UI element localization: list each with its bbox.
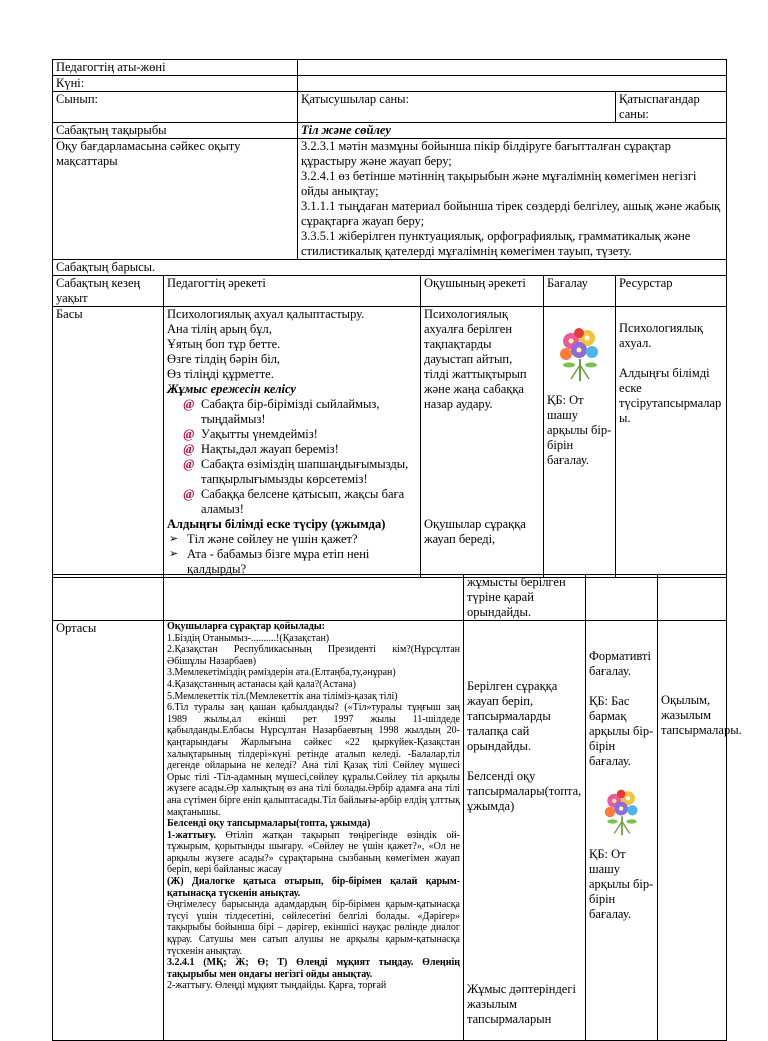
question-line: 6.Тіл туралы заң қашан қабылданды? («Тіл»туралы тұңғыш заң 1989 жылы,ал екінші рет 1997 жылы 11-шілдеде қабылданды.Елбасы Нұрсұлтан Назарбаевтың 1998 жылдың 20-қаңтарындағы Жарлығына сәйкес «22 қыркүйек-Қазақстан халықтарының тілдері»күні ретінде аталып келеді. -Балалар,тіл дегенде ойларына не келеді? Ана тілі Қазақ тілі Сөйлеу мүшесі Орыс тілі -Тіл-адамның мүшесі,сөйлеу құралы.Сөйлеу тіл арқылы жүзеге асады.Әр халықтың өз ана тілі болады.Әрбір адамға ана тілі ана сүтімен бірге еніп қалыптасады.Тіл байлығы-әрбір елдің ұлттық мақтанышы.	[167, 702, 460, 818]
goal-item: 3.2.3.1 мәтін мазмұны бойынша пікір білдіруге бағытталған сұрақтар құрастыру және жауап беру;	[301, 139, 671, 168]
assessment-header: Бағалау	[544, 276, 616, 307]
topic-value: Тіл және сөйлеу	[298, 123, 727, 139]
topic-label: Сабақтың тақырыбы	[53, 123, 298, 139]
text-line: Ана тілің арың бұл,	[167, 322, 272, 336]
exercise-2-text: 2-жаттығу. Өлеңді мұқият тыңдайды. Қарға, торғай	[167, 980, 387, 992]
participants-label: Қатысушылар саны:	[298, 92, 616, 123]
poem-title: 3.2.4.1 (МҚ; Ж; Ө; Т) Өлеңді мұқият тыңдау. Өлеңнің тақырыбы мен ондағы негізгі ойды анықтау.	[167, 957, 460, 980]
text-line: Ұятың боп тұр бетте.	[167, 337, 281, 351]
text-line: Өз тіліңді құрметте.	[167, 367, 274, 381]
teacher-value	[298, 60, 727, 76]
lesson-plan-table-top	[52, 59, 727, 578]
review-title: Алдыңғы білімді еске түсіру (ұжымда)	[167, 517, 386, 531]
teacher-action-start	[164, 307, 421, 578]
student-text: Психологиялық ахуалға берілген тақпақтарды дауыстап айтып, тілді жаттықтырып және жаңа сабаққа назар аудару.	[424, 307, 527, 411]
resources-header: Ресурстар	[616, 276, 727, 307]
questions-title: Оқушыларға сұрақтар қойылады:	[167, 621, 325, 632]
progress-label: Сабақтың барысы.	[53, 260, 727, 276]
assessment-cont	[586, 575, 658, 621]
student-action-cont: жұмысты берілген түріне қарай орындайды.	[464, 575, 586, 621]
rules-list	[167, 397, 417, 517]
teacher-action-middle	[164, 621, 464, 1041]
exercise-1-text: Өтіліп жатқан тақырып төңірегінде өзіндік ой-тұжырым, қорытынды шығару. «Сөйлеу не үшін қажет?», «Ол не арқылы жүзеге асады?» сұрақтарына сызбаның көмегімен жауап беріп, кері байланыс жасау	[167, 829, 460, 876]
middle-row	[53, 621, 727, 1041]
resource-text: Оқылым, жазылым тапсырмалары.	[661, 693, 742, 737]
active-learning-title: Белсенді оқу тапсырмалары(топта, ұжымда)	[167, 818, 371, 830]
student-text: Берілген сұраққа жауап беріп, тапсырмаларды талапқа сай орындайды.	[467, 679, 558, 753]
rules-title: Жұмыс ережесін келісу	[167, 382, 296, 396]
list-item: ➢ Тіл және сөйлеу не үшін қажет?	[167, 532, 417, 547]
goal-item: 3.1.1.1 тыңдаған материал бойынша тірек сөздерді белгілеу, ашық және жабық сұрақтарға жауап беру;	[301, 199, 721, 228]
stage-header: Сабақтың кезең уақыт	[53, 276, 164, 307]
date-row	[53, 76, 727, 92]
teacher-action-cont	[164, 575, 464, 621]
goal-item: 3.3.5.1 жіберілген пунктуациялық, орфографиялық, грамматикалық және стилистикалық қателерді мұғалімнің көмегімен тауып, түзету.	[301, 229, 691, 258]
assessment-text: Формативті бағалау.	[589, 649, 651, 678]
resource-text: Психологиялық ахуал.	[619, 321, 703, 350]
list-item: @ Сабақта бір-бірімізді сыйлаймыз, тыңдаймыз!	[183, 397, 417, 427]
resources-start	[616, 307, 727, 578]
student-text: Белсенді оқу тапсырмалары(топта, ұжымда)	[467, 769, 582, 813]
assessment-text: ҚБ: От шашу арқылы бір-бірін бағалау.	[589, 847, 654, 921]
list-item: ➢ Ата - бабамыз бізге мұра етіп нені қалдырды?	[167, 547, 417, 577]
assessment-middle	[586, 621, 658, 1041]
assessment-start	[544, 307, 616, 578]
date-value	[298, 76, 727, 92]
list-item: @ Нақты,дәл жауап береміз!	[183, 442, 417, 457]
question-line: 4.Қазақстанның астанасы қай қала?(Астана)	[167, 678, 356, 690]
student-action-middle	[464, 621, 586, 1041]
resources-cont	[658, 575, 727, 621]
list-item: @ Сабаққа белсене қатысып, жақсы баға аламыз!	[183, 487, 417, 517]
stage-start: Басы	[53, 307, 164, 578]
teacher-action-header: Педагогтің әрекеті	[164, 276, 421, 307]
assessment-text: ҚБ: Бас бармақ арқылы бір-бірін бағалау.	[589, 694, 654, 768]
student-action-start	[421, 307, 544, 578]
resource-text: Алдыңғы білімді еске түсірутапсырмалар ы.	[619, 366, 722, 425]
question-line: 1.Біздің Отанымыз-..........!(Қазақстан)	[167, 632, 330, 644]
topic-row	[53, 123, 727, 139]
text-line: Психологиялық ахуал қалыптастыру.	[167, 307, 365, 321]
text-line: Өзге тілдің бәрін біл,	[167, 352, 281, 366]
student-text: Жұмыс дәптеріндегі жазылым тапсырмаларын	[467, 982, 576, 1026]
dialog-text: Әңгімелесу барысында адамдардың бір-бірімен қарым-қатынасқа түсуі үшін тілдесетіні, сөйлесетіні белгілі болады. «Дәрігер» тақырыбы бойынша бірі – дәрігер, екіншісі науқас рөлінде диалог құрау. Сатушы мен сатып алушы не арқылы қарым-қатынасқа түскенін анықтау.	[167, 899, 460, 957]
date-label: Күні:	[53, 76, 298, 92]
flower-bouquet-icon	[557, 325, 603, 383]
question-line: 2.Қазақстан Республикасының Президенті кім?(Нұрсұлтан Әбішұлы Назарбаев)	[167, 644, 460, 667]
list-item: @ Сабақта өзіміздің шапшаңдығымызды, тапқырлығымызды көрсетеміз!	[183, 457, 417, 487]
stage-middle: Ортасы	[53, 621, 164, 1041]
flower-bouquet-icon	[602, 787, 642, 837]
list-item: @ Уақытты үнемдейміз!	[183, 427, 417, 442]
stage-cont	[53, 575, 164, 621]
class-label: Сынып:	[53, 92, 298, 123]
exercise-1	[167, 830, 460, 876]
student-action-header: Оқушының әрекеті	[421, 276, 544, 307]
teacher-label: Педагогтің аты-жөні	[53, 60, 298, 76]
resources-middle	[658, 621, 742, 1041]
progress-row	[53, 260, 727, 276]
goals-row	[53, 139, 727, 260]
dialog-title: (Ж) Диалогке қатыса отырып, бір-бірімен қалай қарым-қатынасқа түскенін анықтау.	[167, 876, 460, 899]
header-row	[53, 276, 727, 307]
question-line: 5.Мемлекеттік тіл.(Мемлекеттік ана тіліміз-қазақ тілі)	[167, 690, 398, 702]
start-row	[53, 307, 727, 578]
class-row	[53, 92, 727, 123]
questions-list	[167, 532, 417, 577]
goals-label: Оқу бағдарламасына сәйкес оқыту мақсаттары	[53, 139, 298, 260]
goal-item: 3.2.4.1 өз бетінше мәтіннің тақырыбын және мұғалімнің көмегімен негізгі ойды анықтау;	[301, 169, 697, 198]
teacher-row	[53, 60, 727, 76]
lesson-plan-table-bottom	[52, 574, 742, 1041]
goals-list	[298, 139, 727, 260]
question-line: 3.Мемлекетіміздің рәміздерін ата.(Елтаңба,ту,әнұран)	[167, 667, 396, 679]
continuation-row	[53, 575, 727, 621]
student-text: Оқушылар сұраққа жауап береді,	[424, 517, 526, 546]
assessment-text: ҚБ: От шашу арқылы бір-бірін бағалау.	[547, 393, 612, 467]
absent-label: Қатыспағандар саны:	[616, 92, 727, 123]
exercise-1-label: 1-жаттығу.	[167, 829, 216, 841]
